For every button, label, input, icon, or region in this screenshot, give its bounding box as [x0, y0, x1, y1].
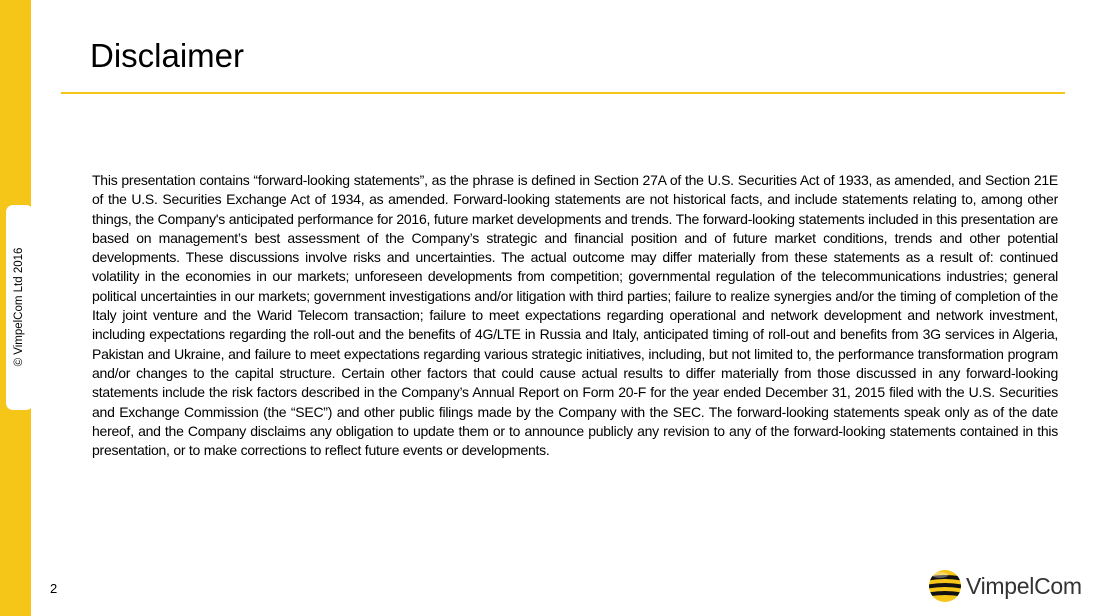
page-number: 2 — [50, 581, 58, 596]
vimpelcom-bee-logo-icon — [928, 569, 962, 603]
vimpelcom-logo — [928, 568, 1082, 604]
disclaimer-body: This presentation contains “forward-looking statements”, as the phrase is defined in Section 27A of the U.S. Securities Act of 1933, as amended, and Section 21E of the U.S. Securities Exchange Act of 1934, as amended. Forward-looking statements are not historical facts, and include statements relating to, among other things, the Company's anticipated performance for 2016, future market developments and trends. The forward-looking statements included in this presentation are based on management’s best assessment of the Company’s strategic and financial position and of future market conditions, trends and other potential developments. These discussions involve risks and uncertainties. The actual outcome may differ materially from these statements as a result of: continued volatility in the economies in our markets; unforeseen developments from competition; governmental regulation of the telecommunications industries; general political uncertainties in our markets; government investigations and/or litigation with third parties; failure to realize synergies and/or the timing of completion of the Italy joint venture and the Warid Telecom transaction; failure to meet expectations regarding operational and network development and network investment, including expectations regarding the roll-out and the benefits of 4G/LTE in Russia and Italy, anticipated timing of roll-out and benefits from 3G services in Algeria, Pakistan and Ukraine, and failure to meet expectations regarding various strategic initiatives, including, but not limited to, the performance transformation program and/or changes to the capital structure. Certain other factors that could cause actual results to differ materially from those discussed in any forward-looking statements include the risk factors described in the Company’s Annual Report on Form 20-F for the year ended December 31, 2015 filed with the U.S. Securities and Exchange Commission (the “SEC”) and other public filings made by the Company with the SEC. The forward-looking statements speak only as of the date hereof, and the Company disclaims any obligation to update them or to announce publicly any revision to any of the forward-looking statements contained in this presentation, or to make corrections to reflect future events or developments. — [92, 172, 1058, 459]
page-title: Disclaimer — [90, 37, 245, 74]
title-divider — [61, 92, 1065, 94]
logo-wordmark: VimpelCom — [966, 572, 1082, 599]
copyright-notice: © VimpelCom Ltd 2016 — [13, 247, 25, 367]
